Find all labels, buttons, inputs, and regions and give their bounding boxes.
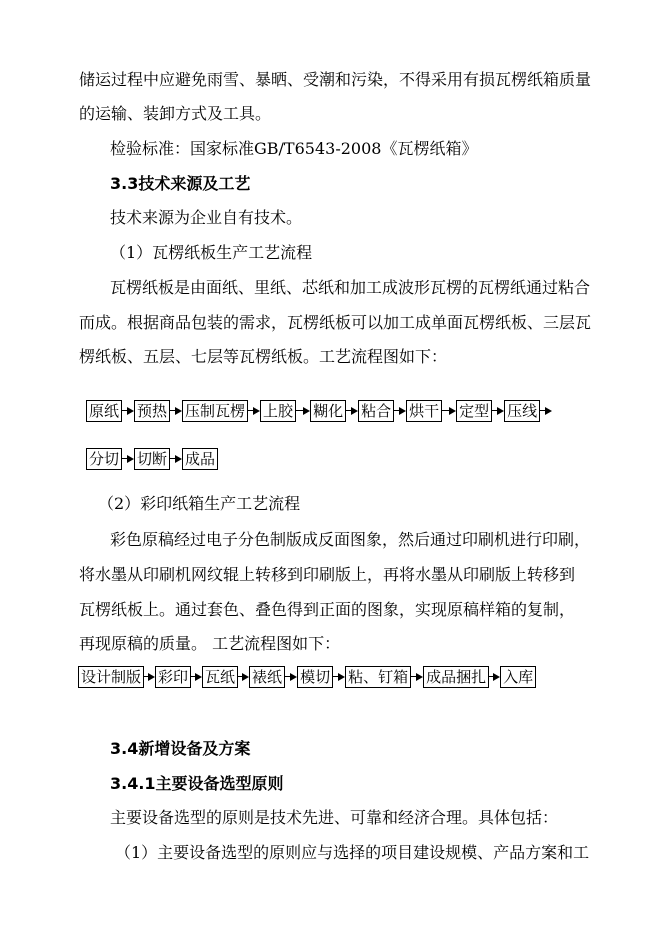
flow-step: 压线 [504, 400, 540, 422]
flow-step: 定型 [456, 400, 492, 422]
flow-step: 模切 [297, 666, 333, 688]
arrow-right-icon [170, 399, 182, 423]
flowchart-1-row-2 [86, 447, 218, 471]
arrow-right-icon [122, 399, 134, 423]
subheading-corrugated-board: （1）瓦楞纸板生产工艺流程 [110, 243, 313, 262]
flow-step: 切断 [134, 448, 170, 470]
flow-step: 烘干 [406, 400, 442, 422]
paragraph-line: 的运输、装卸方式及工具。 [79, 104, 272, 123]
flow-step: 成品 [182, 448, 218, 470]
paragraph-line: （1）主要设备选型的原则应与选择的项目建设规模、产品方案和工 [115, 843, 590, 862]
paragraph-line: 瓦楞纸板上。通过套色、叠色得到正面的图象，实现原稿样箱的复制， [79, 600, 576, 619]
paragraph-line: 彩色原稿经过电子分色制版成反面图象，然后通过印刷机进行印刷， [110, 530, 591, 549]
arrow-right-icon [285, 665, 297, 689]
flow-step: 瓦纸 [202, 666, 238, 688]
arrow-right-icon [170, 447, 182, 471]
arrow-right-icon [394, 399, 406, 423]
flow-step: 设计制版 [78, 666, 144, 688]
flow-step: 粘、钉箱 [345, 666, 411, 688]
section-heading-3-4: 3.4新增设备及方案 [110, 739, 251, 758]
flow-step: 入库 [500, 666, 536, 688]
arrow-right-icon [248, 399, 260, 423]
flow-step: 预热 [134, 400, 170, 422]
flow-step: 糊化 [310, 400, 346, 422]
paragraph-line: 主要设备选型的原则是技术先进、可靠和经济合理。具体包括： [110, 808, 559, 827]
flowchart-2 [78, 665, 536, 689]
flow-step: 粘合 [358, 400, 394, 422]
flow-step: 成品捆扎 [423, 666, 489, 688]
arrow-right-icon [489, 665, 500, 689]
arrow-right-icon [122, 447, 134, 471]
flow-step: 彩印 [155, 666, 191, 688]
arrow-right-icon [296, 399, 310, 423]
arrow-right-icon [191, 665, 202, 689]
arrow-right-icon [411, 665, 423, 689]
arrow-right-icon [333, 665, 345, 689]
arrow-right-icon [492, 399, 504, 423]
flowchart-1-row-1 [86, 399, 552, 423]
paragraph-line: 而成。根据商品包装的需求，瓦楞纸板可以加工成单面瓦楞纸板、三层瓦 [79, 313, 592, 332]
section-heading-3-4-1: 3.4.1主要设备选型原则 [110, 774, 284, 793]
flow-step: 上胶 [260, 400, 296, 422]
section-heading-3-3: 3.3技术来源及工艺 [110, 174, 251, 193]
arrow-right-icon [346, 399, 358, 423]
flow-step: 压制瓦楞 [182, 400, 248, 422]
paragraph-line: 储运过程中应避免雨雪、暴晒、受潮和污染，不得采用有损瓦楞纸箱质量 [79, 70, 592, 89]
inspection-standard: 检验标准：国家标准GB/T6543-2008《瓦楞纸箱》 [110, 139, 478, 158]
arrow-right-icon [442, 399, 456, 423]
arrow-right-icon [144, 665, 155, 689]
paragraph-line: 楞纸板、五层、七层等瓦楞纸板。工艺流程图如下： [79, 347, 448, 366]
paragraph-line: 技术来源为企业自有技术。 [110, 208, 303, 227]
flow-step: 裱纸 [249, 666, 285, 688]
flow-step: 分切 [86, 448, 122, 470]
paragraph-line: 将水墨从印刷机网纹辊上转移到印刷版上，再将水墨从印刷版上转移到 [79, 565, 576, 584]
paragraph-line: 再现原稿的质量。 工艺流程图如下： [79, 634, 341, 653]
arrow-right-icon [540, 399, 552, 423]
paragraph-line: 瓦楞纸板是由面纸、里纸、芯纸和加工成波形瓦楞的瓦楞纸通过粘合 [110, 278, 591, 297]
subheading-color-print-box: （2）彩印纸箱生产工艺流程 [98, 494, 301, 513]
flow-step: 原纸 [86, 400, 122, 422]
arrow-right-icon [238, 665, 249, 689]
